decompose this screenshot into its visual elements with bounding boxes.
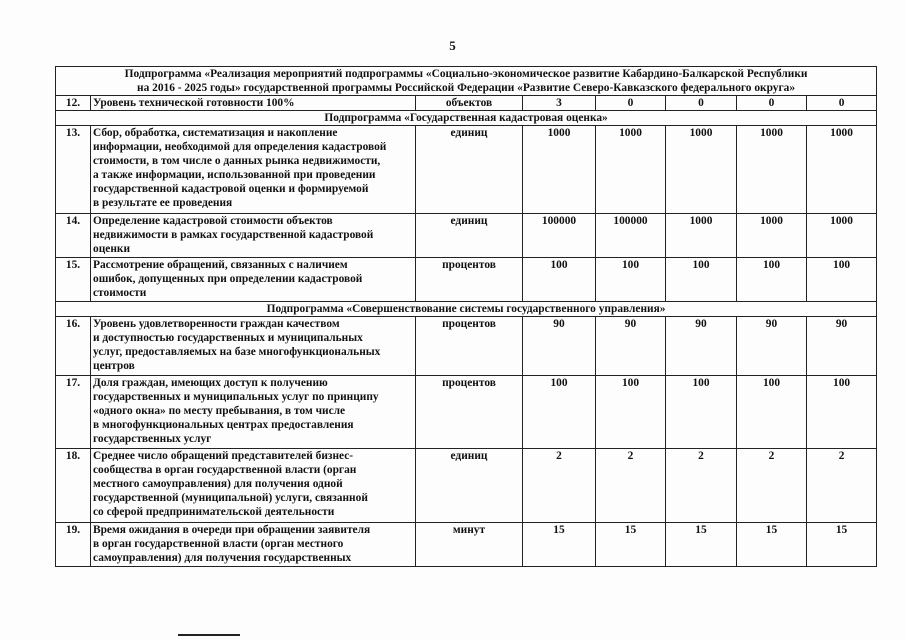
value-cell: 3	[523, 96, 596, 111]
table-row	[56, 214, 877, 258]
indicator-name: Уровень технической готовности 100%	[91, 96, 416, 111]
value-cell: 100000	[523, 214, 596, 258]
value-cell: 90	[596, 317, 666, 376]
table-row	[56, 449, 877, 523]
value-cell: 100	[666, 376, 737, 449]
value-cell: 100	[596, 376, 666, 449]
value-cell: 2	[523, 449, 596, 523]
value-cell: 15	[666, 523, 737, 567]
value-cell: 90	[523, 317, 596, 376]
row-number: 15.	[56, 258, 91, 302]
unit-of-measure: процентов	[416, 376, 523, 449]
program-header-row	[56, 67, 877, 96]
value-cell: 15	[807, 523, 877, 567]
row-number: 17.	[56, 376, 91, 449]
value-cell: 1000	[523, 126, 596, 214]
value-cell: 0	[666, 96, 737, 111]
value-cell: 100	[737, 376, 807, 449]
row-number: 13.	[56, 126, 91, 214]
value-cell: 1000	[737, 214, 807, 258]
row-number: 18.	[56, 449, 91, 523]
value-cell: 1000	[596, 126, 666, 214]
page-number: 5	[449, 38, 456, 53]
row-number: 12.	[56, 96, 91, 111]
indicators-table	[55, 66, 877, 567]
row-number: 19.	[56, 523, 91, 567]
unit-of-measure: объектов	[416, 96, 523, 111]
value-cell: 2	[596, 449, 666, 523]
unit-of-measure: минут	[416, 523, 523, 567]
value-cell: 100	[807, 376, 877, 449]
value-cell: 100	[523, 258, 596, 302]
indicator-name: Среднее число обращений представителей бизнес- сообщества в орган государственной власти (орган местного самоуправления) для получения одной государственной (муниципальной) услуги, связанной со сферой предпринимательской деятельности	[91, 449, 416, 523]
unit-of-measure: единиц	[416, 214, 523, 258]
indicator-name: Рассмотрение обращений, связанных с наличием ошибок, допущенных при определении кадастровой стоимости	[91, 258, 416, 302]
value-cell: 0	[807, 96, 877, 111]
value-cell: 100	[596, 258, 666, 302]
footer-rule	[178, 634, 240, 636]
value-cell: 90	[666, 317, 737, 376]
program-header	[56, 67, 877, 96]
unit-of-measure: процентов	[416, 317, 523, 376]
subprogram-row	[56, 302, 877, 317]
unit-of-measure: единиц	[416, 126, 523, 214]
table-row	[56, 317, 877, 376]
subprogram-title: Подпрограмма «Государственная кадастровая оценка»	[56, 111, 877, 126]
value-cell: 1000	[807, 214, 877, 258]
indicator-name: Сбор, обработка, систематизация и накопление информации, необходимой для определения кадастровой стоимости, в том числе о данных рынка недвижимости, а также информации, использованной при проведении государственной кадастровой оценки и формируемой в результате ее проведения	[91, 126, 416, 214]
table-row	[56, 96, 877, 111]
value-cell: 0	[737, 96, 807, 111]
row-number: 14.	[56, 214, 91, 258]
value-cell: 1000	[807, 126, 877, 214]
value-cell: 1000	[737, 126, 807, 214]
value-cell: 100000	[596, 214, 666, 258]
value-cell: 2	[807, 449, 877, 523]
value-cell: 15	[737, 523, 807, 567]
unit-of-measure: процентов	[416, 258, 523, 302]
value-cell: 1000	[666, 126, 737, 214]
table-row	[56, 126, 877, 214]
table-row	[56, 376, 877, 449]
table-row	[56, 258, 877, 302]
value-cell: 100	[523, 376, 596, 449]
subprogram-row	[56, 111, 877, 126]
subprogram-title: Подпрограмма «Совершенствование системы государственного управления»	[56, 302, 877, 317]
indicator-name: Доля граждан, имеющих доступ к получению государственных и муниципальных услуг по принципу «одного окна» по месту пребывания, в том числе в многофункциональных центрах предоставления государственных услуг	[91, 376, 416, 449]
value-cell: 100	[737, 258, 807, 302]
value-cell: 90	[737, 317, 807, 376]
value-cell: 2	[666, 449, 737, 523]
value-cell: 15	[523, 523, 596, 567]
value-cell: 0	[596, 96, 666, 111]
value-cell: 1000	[666, 214, 737, 258]
indicator-name: Определение кадастровой стоимости объектов недвижимости в рамках государственной кадастровой оценки	[91, 214, 416, 258]
table-row	[56, 523, 877, 567]
row-number: 16.	[56, 317, 91, 376]
value-cell: 100	[666, 258, 737, 302]
program-header-line-1: Подпрограмма «Реализация мероприятий подпрограммы «Социально-экономическое развитие Кабардино-Балкарской Республики	[124, 68, 808, 80]
value-cell: 2	[737, 449, 807, 523]
value-cell: 15	[596, 523, 666, 567]
unit-of-measure: единиц	[416, 449, 523, 523]
value-cell: 90	[807, 317, 877, 376]
indicator-name: Время ожидания в очереди при обращении заявителя в орган государственной власти (орган местного самоуправления) для получения государственных	[91, 523, 416, 567]
value-cell: 100	[807, 258, 877, 302]
indicator-name: Уровень удовлетворенности граждан качеством и доступностью государственных и муниципальных услуг, предоставляемых на базе многофункциональных центров	[91, 317, 416, 376]
program-header-line-2: на 2016 - 2025 годы» государственной программы Российской Федерации «Развитие Северо-Кавказского федерального округа»	[137, 82, 796, 94]
